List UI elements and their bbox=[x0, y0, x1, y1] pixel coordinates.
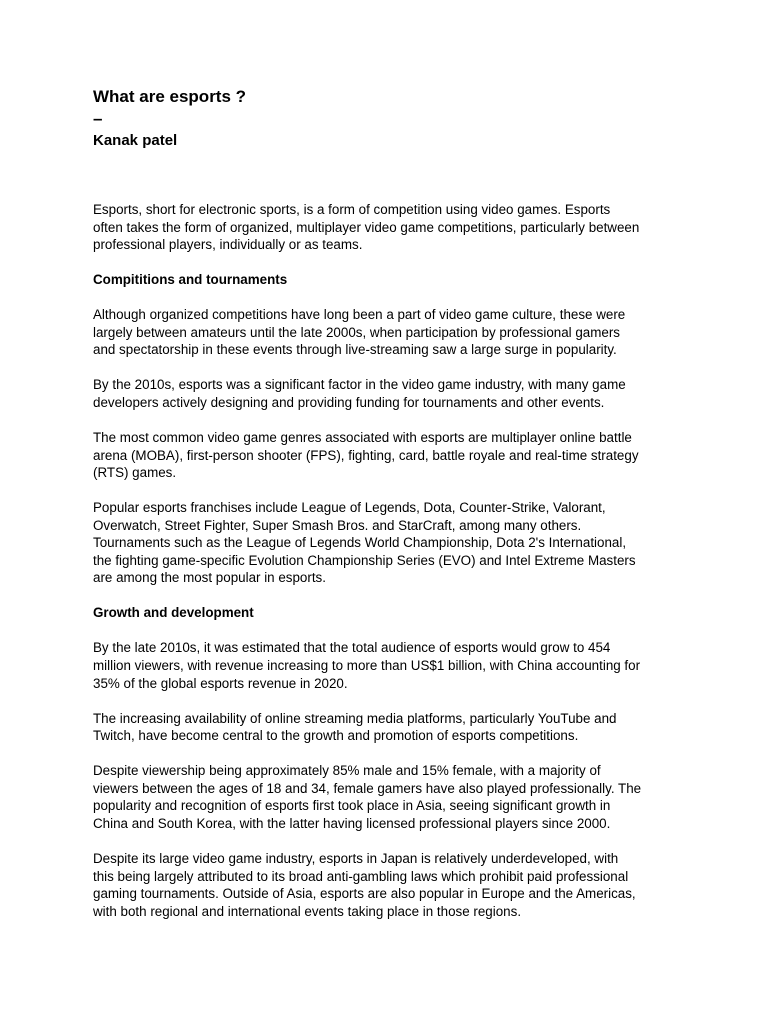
document-title: What are esports ? bbox=[93, 87, 247, 106]
paragraph-line: often takes the form of organized, multiplayer video game competitions, particularly between bbox=[93, 219, 640, 235]
title-dash: – bbox=[93, 109, 103, 128]
paragraph-line: Twitch, have become central to the growth and promotion of esports competitions. bbox=[93, 728, 579, 744]
paragraph-streaming bbox=[93, 710, 693, 745]
section-heading-competitions: Compititions and tournaments bbox=[93, 272, 288, 288]
author-name: Kanak patel bbox=[93, 132, 178, 149]
paragraph-line: this being largely attributed to its broad anti-gambling laws which prohibit paid professional bbox=[93, 868, 629, 884]
paragraph-line: are among the most popular in esports. bbox=[93, 570, 326, 586]
paragraph-line: Overwatch, Street Fighter, Super Smash Bros. and StarCraft, among many others. bbox=[93, 517, 582, 533]
paragraph-japan bbox=[93, 850, 693, 920]
paragraph-line: gaming tournaments. Outside of Asia, esports are also popular in Europe and the Americas, bbox=[93, 886, 636, 902]
paragraph-line: (RTS) games. bbox=[93, 465, 177, 481]
paragraph-competitions-history bbox=[93, 306, 693, 359]
paragraph-line: viewers between the ages of 18 and 34, female gamers have also played professionally. The bbox=[93, 780, 642, 796]
document-body bbox=[93, 201, 693, 938]
paragraph-line: Esports, short for electronic sports, is a form of competition using video games. Esports bbox=[93, 202, 611, 217]
paragraph-line: The most common video game genres associated with esports are multiplayer online battle bbox=[93, 429, 632, 445]
paragraph-audience bbox=[93, 639, 693, 692]
paragraph-line: with both regional and international events taking place in those regions. bbox=[93, 903, 522, 919]
paragraph-line: Despite its large video game industry, esports in Japan is relatively underdeveloped, with bbox=[93, 850, 619, 866]
paragraph-line: million viewers, with revenue increasing to more than US$1 billion, with China accounting for bbox=[93, 658, 641, 674]
paragraph-line: and spectatorship in these events through live-streaming saw a large surge in popularity. bbox=[93, 342, 617, 358]
paragraph-genres bbox=[93, 429, 693, 482]
paragraph-line: 35% of the global esports revenue in 2020. bbox=[93, 675, 348, 691]
paragraph-line: the fighting game-specific Evolution Championship Series (EVO) and Intel Extreme Masters bbox=[93, 552, 636, 568]
paragraph-line: arena (MOBA), first-person shooter (FPS), fighting, card, battle royale and real-time strategy bbox=[93, 447, 639, 463]
paragraph-line: The increasing availability of online streaming media platforms, particularly YouTube and bbox=[93, 710, 617, 726]
paragraph-line: popularity and recognition of esports first took place in Asia, seeing significant growth in bbox=[93, 798, 611, 814]
paragraph-line: By the late 2010s, it was estimated that the total audience of esports would grow to 454 bbox=[93, 640, 611, 656]
paragraph-franchises bbox=[93, 499, 693, 587]
paragraph-line: developers actively designing and providing funding for tournaments and other events. bbox=[93, 394, 605, 410]
title-block bbox=[93, 86, 693, 152]
paragraph-line: By the 2010s, esports was a significant factor in the video game industry, with many game bbox=[93, 377, 626, 393]
paragraph-line: China and South Korea, with the latter having licensed professional players since 2000. bbox=[93, 815, 611, 831]
paragraph-line: largely between amateurs until the late 2000s, when participation by professional gamers bbox=[93, 324, 621, 340]
paragraph-line: Despite viewership being approximately 85% male and 15% female, with a majority of bbox=[93, 763, 601, 779]
paragraph-2010s bbox=[93, 376, 693, 411]
paragraph-line: Popular esports franchises include League of Legends, Dota, Counter-Strike, Valorant, bbox=[93, 500, 606, 516]
paragraph-intro bbox=[93, 201, 693, 254]
paragraph-line: Although organized competitions have long been a part of video game culture, these were bbox=[93, 307, 626, 323]
paragraph-line: professional players, individually or as teams. bbox=[93, 237, 363, 253]
paragraph-line: Tournaments such as the League of Legends World Championship, Dota 2's International, bbox=[93, 535, 627, 551]
paragraph-viewership bbox=[93, 762, 693, 832]
section-heading-growth: Growth and development bbox=[93, 605, 254, 621]
